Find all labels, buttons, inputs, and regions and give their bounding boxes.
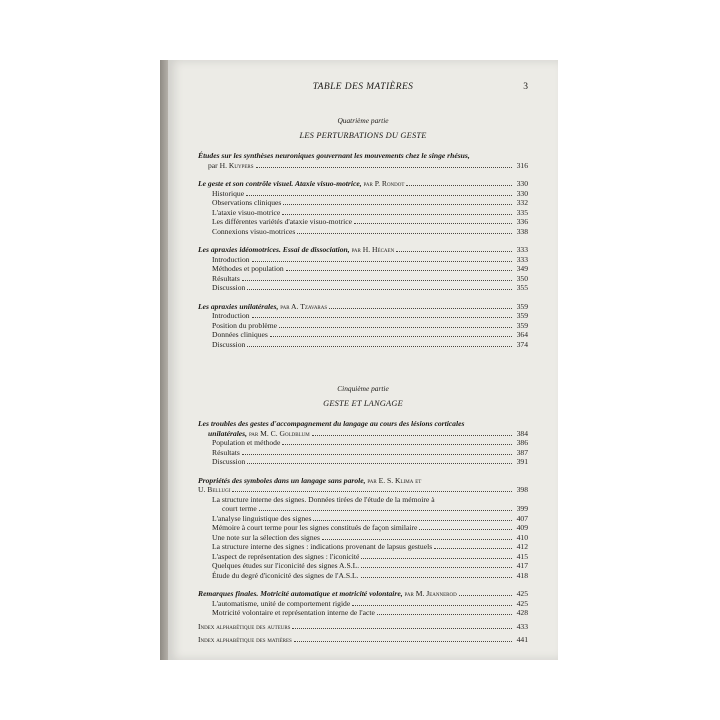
leader-dots bbox=[313, 514, 512, 521]
section-page: 350 bbox=[516, 273, 528, 283]
leader-dots bbox=[282, 208, 512, 215]
index-authors-line bbox=[198, 622, 528, 632]
section-line bbox=[198, 311, 528, 321]
book-page bbox=[168, 60, 558, 660]
section-label: Historique bbox=[212, 188, 245, 198]
chapter-page: 425 bbox=[516, 589, 528, 598]
chapter-title-line bbox=[198, 302, 528, 312]
section-label: Observations cliniques bbox=[212, 198, 282, 207]
leader-dots bbox=[283, 198, 512, 205]
chapter-page: 398 bbox=[516, 485, 528, 494]
chapter-title: Remarques finales. Motricité automatique et motricité volontaire, bbox=[198, 589, 403, 598]
section-line bbox=[198, 227, 528, 237]
leader-dots bbox=[242, 274, 512, 281]
section-page: 333 bbox=[516, 254, 528, 264]
section-line bbox=[198, 599, 528, 609]
section-page: 387 bbox=[516, 447, 528, 457]
leader-dots bbox=[294, 635, 512, 642]
section-page: 355 bbox=[516, 283, 528, 292]
chapter-page: 384 bbox=[516, 428, 528, 438]
leader-dots bbox=[292, 622, 512, 629]
toc-entry bbox=[198, 179, 528, 236]
chapter-author: A. Tzavaras bbox=[291, 301, 328, 311]
by-word: par bbox=[404, 589, 414, 598]
section-page: 391 bbox=[516, 457, 528, 466]
page-number: 3 bbox=[523, 82, 528, 92]
leader-dots bbox=[361, 571, 512, 578]
section-line bbox=[198, 438, 528, 448]
toc-entry bbox=[198, 151, 528, 170]
section-label: Étude du degré d'iconicité des signes de l'A.S.L. bbox=[212, 570, 359, 580]
chapter-author-line bbox=[198, 485, 528, 495]
running-title: TABLE DES MATIÈRES bbox=[312, 82, 414, 92]
index-page: 441 bbox=[516, 635, 528, 644]
chapter-title-line bbox=[198, 419, 528, 429]
section-line bbox=[198, 571, 528, 581]
part-cinquieme bbox=[198, 384, 528, 645]
table-of-contents bbox=[198, 116, 528, 645]
section-page: 330 bbox=[516, 188, 528, 198]
section-page: 417 bbox=[516, 561, 528, 570]
leader-dots bbox=[361, 552, 512, 559]
chapter-title-continuation bbox=[198, 429, 528, 439]
leader-dots bbox=[459, 589, 512, 596]
section-label: Une note sur la sélection des signes bbox=[212, 532, 320, 542]
chapter-title-line bbox=[198, 245, 528, 255]
leader-dots bbox=[259, 504, 512, 511]
section-line bbox=[198, 264, 528, 274]
section-line bbox=[198, 208, 528, 218]
leader-dots bbox=[252, 255, 512, 262]
section-label: L'ataxie visuo-motrice bbox=[212, 207, 281, 217]
section-label: Position du problème bbox=[212, 320, 277, 330]
chapter-author: M. C. Goldblum bbox=[260, 428, 310, 438]
section-line bbox=[198, 561, 528, 571]
section-line bbox=[198, 217, 528, 227]
section-page: 332 bbox=[516, 198, 528, 207]
leader-dots bbox=[297, 227, 512, 234]
section-page: 407 bbox=[516, 513, 528, 523]
section-line bbox=[198, 448, 528, 458]
section-page: 412 bbox=[516, 542, 528, 551]
section-label: Quelques études sur l'iconicité des signes A.S.L. bbox=[212, 561, 360, 570]
section-label-part2: court terme bbox=[222, 504, 257, 513]
section-page: 359 bbox=[516, 311, 528, 320]
chapter-author: E. S. Klima bbox=[378, 475, 414, 485]
chapter-title-line bbox=[198, 589, 528, 599]
section-page: 410 bbox=[516, 532, 528, 542]
chapter-author-2: U. Bellugi bbox=[198, 485, 231, 494]
leader-dots bbox=[286, 264, 512, 271]
section-page: 409 bbox=[516, 523, 528, 532]
section-label: Introduction bbox=[212, 254, 250, 264]
section-line bbox=[198, 321, 528, 331]
chapter-title: Les apraxies unilatérales, bbox=[198, 301, 279, 311]
section-line bbox=[198, 523, 528, 533]
section-page: 425 bbox=[516, 598, 528, 608]
section-label: Résultats bbox=[212, 447, 240, 457]
chapter-page: 359 bbox=[516, 301, 528, 311]
section-page: 336 bbox=[516, 217, 528, 226]
leader-dots bbox=[361, 561, 512, 568]
section-label: Population et méthode bbox=[212, 438, 281, 447]
toc-entry bbox=[198, 302, 528, 350]
section-label: Les différentes variétés d'ataxie visuo-motrice bbox=[212, 217, 352, 226]
chapter-author: H. Kuypers bbox=[219, 160, 254, 170]
section-label: L'automatisme, unité de comportement rigide bbox=[212, 598, 351, 608]
leader-dots bbox=[396, 245, 512, 252]
section-page: 338 bbox=[516, 226, 528, 236]
chapter-title: Le geste et son contrôle visuel. Ataxie visuo-motrice, bbox=[198, 179, 362, 188]
section-label: Introduction bbox=[212, 311, 250, 320]
section-label: Discussion bbox=[212, 339, 246, 349]
section-page: 418 bbox=[516, 570, 528, 580]
chapter-author: H. Hécaen bbox=[362, 245, 395, 254]
section-line bbox=[198, 340, 528, 350]
index-label: Index alphabétique des auteurs bbox=[198, 621, 291, 631]
section-label: Données cliniques bbox=[212, 330, 268, 339]
chapter-author-line bbox=[198, 161, 528, 171]
by-word: par bbox=[208, 160, 218, 170]
section-label: Discussion bbox=[212, 283, 246, 292]
index-subjects-line bbox=[198, 635, 528, 645]
chapter-page: 333 bbox=[516, 245, 528, 254]
leader-dots bbox=[312, 429, 512, 436]
by-word: par bbox=[351, 245, 361, 254]
chapter-title-line bbox=[198, 476, 528, 486]
index-label: Index alphabétique des matières bbox=[198, 635, 292, 644]
section-line bbox=[198, 608, 528, 618]
section-line bbox=[198, 542, 528, 552]
leader-dots bbox=[377, 608, 512, 615]
leader-dots bbox=[329, 302, 512, 309]
running-header bbox=[168, 82, 558, 96]
section-label: Méthodes et population bbox=[212, 264, 284, 273]
section-page: 415 bbox=[516, 551, 528, 561]
leader-dots bbox=[354, 217, 512, 224]
section-label: Discussion bbox=[212, 457, 246, 466]
section-page: 359 bbox=[516, 320, 528, 330]
leader-dots bbox=[322, 533, 512, 540]
by-word: par bbox=[280, 301, 290, 311]
section-line bbox=[198, 274, 528, 284]
index-page: 433 bbox=[516, 621, 528, 631]
chapter-title-part2: unilatérales, bbox=[208, 428, 248, 438]
leader-dots bbox=[242, 448, 512, 455]
section-line bbox=[198, 283, 528, 293]
section-line bbox=[198, 198, 528, 208]
by-word: par bbox=[248, 428, 259, 438]
section-line bbox=[198, 255, 528, 265]
section-page: 428 bbox=[516, 608, 528, 617]
by-word: par bbox=[367, 475, 377, 485]
leader-dots bbox=[282, 438, 512, 445]
section-label: Résultats bbox=[212, 273, 240, 283]
toc-entry bbox=[198, 589, 528, 618]
section-line bbox=[198, 552, 528, 562]
chapter-title: Les troubles des gestes d'accompagnement du langage au cours des lésions corticales bbox=[198, 419, 465, 428]
toc-entry bbox=[198, 419, 528, 467]
section-page: 399 bbox=[516, 504, 528, 513]
leader-dots bbox=[232, 485, 512, 492]
section-line bbox=[198, 533, 528, 543]
leader-dots bbox=[247, 457, 512, 464]
and-word: et bbox=[415, 475, 422, 485]
leader-dots bbox=[406, 179, 512, 186]
leader-dots bbox=[246, 189, 512, 196]
by-word: par bbox=[363, 179, 373, 188]
part-label: Cinquième partie bbox=[337, 384, 389, 393]
section-line bbox=[198, 189, 528, 199]
chapter-title-line bbox=[198, 179, 528, 189]
section-line bbox=[198, 514, 528, 524]
section-line-continuation bbox=[198, 504, 528, 514]
section-label: Motricité volontaire et représentation interne de l'acte bbox=[212, 608, 375, 617]
chapter-title: Propriétés des symboles dans un langage sans parole, bbox=[198, 475, 366, 485]
chapter-title: Études sur les synthèses neuroniques gouvernant les mouvements chez le singe rhésus, bbox=[198, 151, 470, 160]
chapter-author: M. Jeannerod bbox=[415, 589, 457, 598]
chapter-page: 330 bbox=[516, 179, 528, 188]
part-title: LES PERTURBATIONS DU GESTE bbox=[299, 131, 427, 140]
section-page: 386 bbox=[516, 438, 528, 447]
leader-dots bbox=[256, 161, 512, 168]
leader-dots bbox=[247, 340, 512, 347]
section-line bbox=[198, 457, 528, 467]
section-label: L'analyse linguistique des signes bbox=[212, 513, 312, 523]
part-quatrieme bbox=[198, 116, 528, 349]
toc-entry bbox=[198, 476, 528, 581]
leader-dots bbox=[252, 311, 512, 318]
leader-dots bbox=[434, 542, 512, 549]
section-label: L'aspect de représentation des signes : l'iconicité bbox=[212, 551, 360, 561]
section-page: 364 bbox=[516, 330, 528, 339]
section-line bbox=[198, 495, 528, 505]
part-spacer bbox=[198, 358, 528, 384]
section-line bbox=[198, 330, 528, 340]
section-page: 349 bbox=[516, 264, 528, 273]
section-page: 335 bbox=[516, 207, 528, 217]
section-page: 374 bbox=[516, 339, 528, 349]
chapter-page: 316 bbox=[516, 160, 528, 170]
leader-dots bbox=[247, 283, 512, 290]
part-label: Quatrième partie bbox=[337, 116, 389, 125]
section-label: La structure interne des signes. Données tirées de l'étude de la mémoire à bbox=[212, 494, 435, 504]
leader-dots bbox=[279, 321, 512, 328]
part-title: GESTE ET LANGAGE bbox=[323, 399, 403, 408]
leader-dots bbox=[352, 599, 512, 606]
leader-dots bbox=[419, 523, 512, 530]
section-label: Connexions visuo-motrices bbox=[212, 226, 296, 236]
leader-dots bbox=[270, 330, 512, 337]
section-label: La structure interne des signes : indications provenant de lapsus gestuels bbox=[212, 542, 433, 551]
toc-entry bbox=[198, 245, 528, 293]
section-label: Mémoire à court terme pour les signes constitués de façon similaire bbox=[212, 523, 418, 532]
chapter-title: Les apraxies idéomotrices. Essai de dissociation, bbox=[198, 245, 350, 254]
chapter-author: P. Rondot bbox=[374, 179, 405, 188]
chapter-title-line bbox=[198, 151, 528, 161]
